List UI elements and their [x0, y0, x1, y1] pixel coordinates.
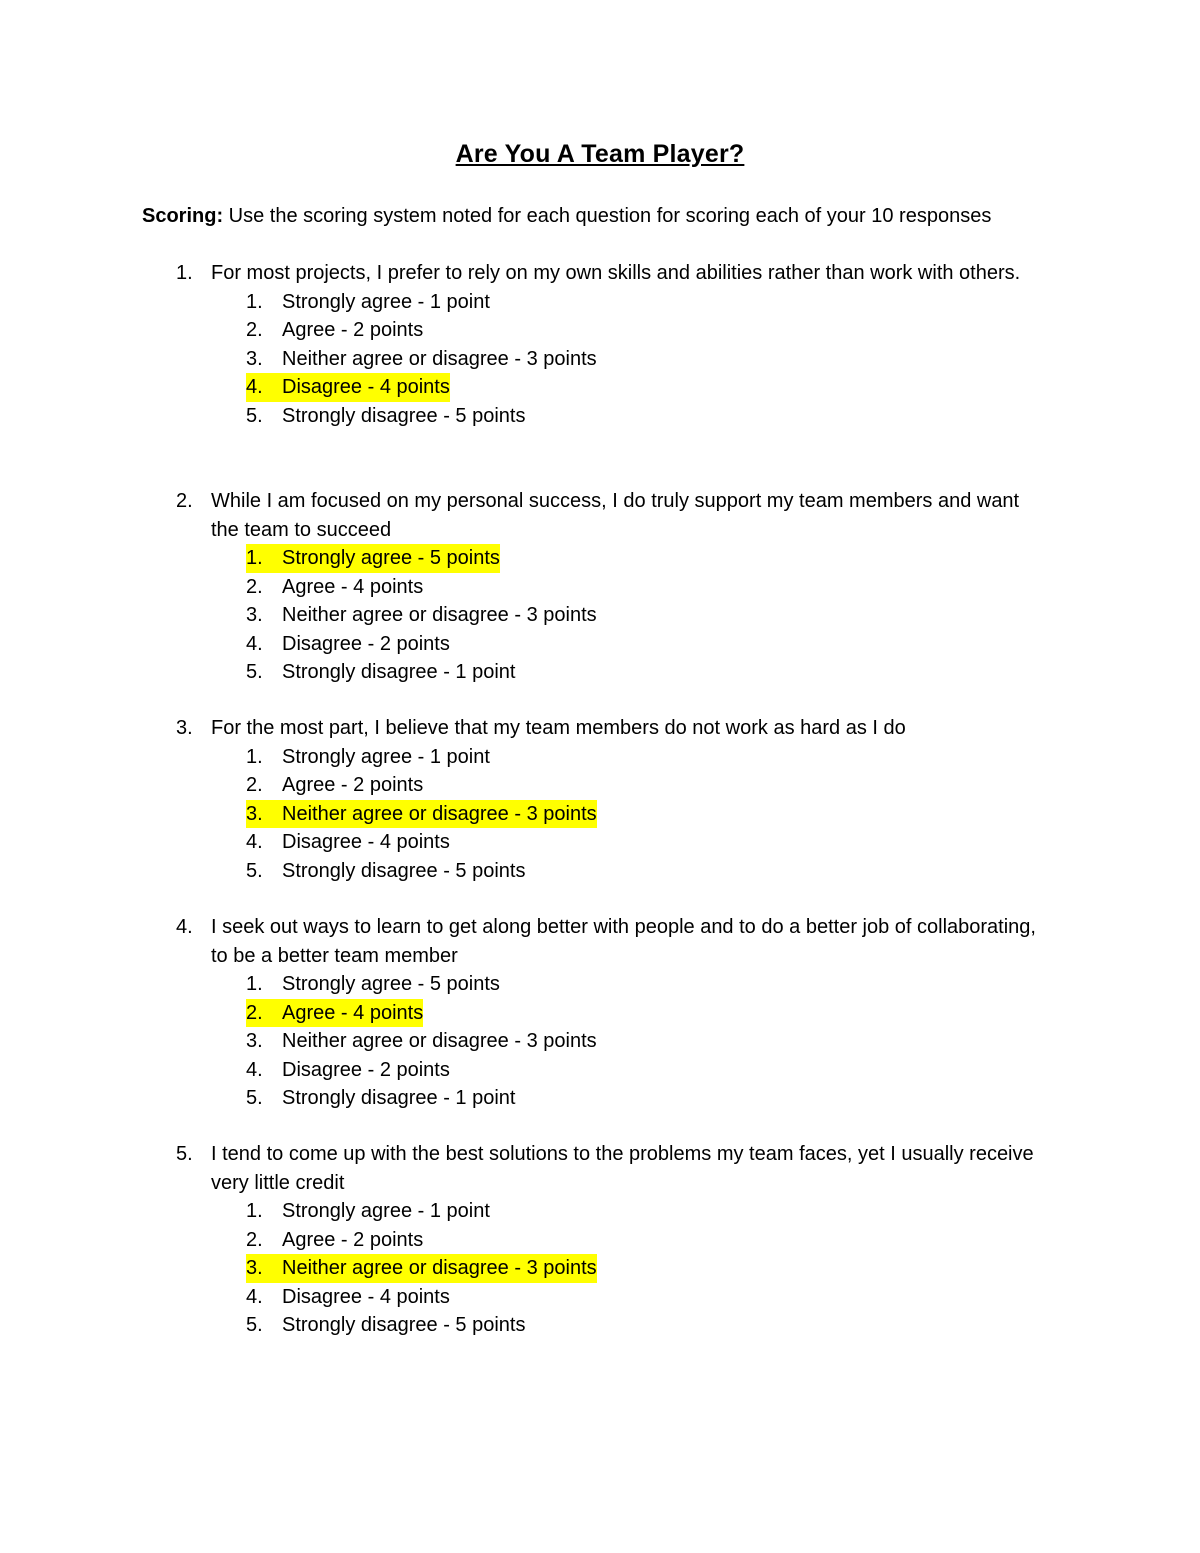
option-text: Disagree - 4 points: [282, 831, 450, 853]
option-item: [0, 373, 1200, 402]
option-text: Agree - 2 points: [282, 319, 424, 341]
option-number: 1.: [246, 290, 263, 313]
option-number: 3.: [246, 604, 263, 626]
option-text: Strongly agree - 1 point: [282, 290, 490, 313]
question-text: I seek out ways to learn to get along better with people and to do a better job of collaborating, to be a better team member: [211, 916, 1036, 967]
option-number: 3.: [246, 1030, 263, 1052]
scoring-text: Use the scoring system noted for each question for scoring each of your 10 responses: [223, 205, 992, 227]
option-item: [0, 771, 1200, 800]
question-number: 5.: [176, 1143, 193, 1165]
option-text: Strongly disagree - 1 point: [282, 1087, 516, 1109]
option-item: [0, 999, 1200, 1028]
option-list: [0, 970, 1200, 1113]
question-number: 2.: [176, 490, 193, 512]
option-item: [0, 1311, 1200, 1340]
option-number: 1.: [246, 547, 263, 569]
option-item: [0, 573, 1200, 602]
option-number: 5.: [246, 404, 263, 427]
option-number: 5.: [246, 859, 263, 882]
option-number: 1.: [246, 1200, 263, 1222]
question-2: [0, 487, 1200, 687]
option-text: Strongly agree - 1 point: [282, 1200, 490, 1222]
option-item: [0, 743, 1200, 772]
option-number: 5.: [246, 1087, 263, 1109]
option-item: [0, 544, 1200, 573]
option-item: [0, 1254, 1200, 1283]
question-4: [0, 913, 1200, 1113]
option-item: [0, 402, 1200, 431]
option-text: Agree - 4 points: [282, 1001, 424, 1024]
option-item: [0, 828, 1200, 857]
option-list: [0, 544, 1200, 687]
option-number: 4.: [246, 1058, 263, 1081]
option-text: Agree - 2 points: [282, 1228, 424, 1251]
option-number: 5.: [246, 1314, 263, 1336]
option-number: 2.: [246, 1001, 263, 1024]
option-text: Disagree - 2 points: [282, 632, 450, 655]
option-number: 4.: [246, 1285, 263, 1308]
option-list: [0, 1197, 1200, 1340]
question-number: 1.: [176, 262, 193, 284]
option-number: 1.: [246, 745, 263, 768]
question-text: For most projects, I prefer to rely on my own skills and abilities rather than work with others.: [211, 262, 1021, 284]
option-text: Disagree - 4 points: [282, 376, 450, 398]
option-item: [0, 1056, 1200, 1085]
option-number: 2.: [246, 319, 263, 341]
option-number: 1.: [246, 973, 263, 995]
option-number: 2.: [246, 1228, 263, 1251]
question-text: I tend to come up with the best solutions to the problems my team faces, yet I usually receive very little credit: [211, 1143, 1034, 1194]
option-number: 3.: [246, 347, 263, 370]
page-title: Are You A Team Player?: [455, 140, 745, 168]
option-text: Strongly disagree - 5 points: [282, 1314, 526, 1336]
scoring-label: Scoring:: [142, 205, 224, 227]
question-1: [0, 259, 1200, 430]
question-5: [0, 1140, 1200, 1340]
option-number: 2.: [246, 575, 263, 598]
option-text: Agree - 4 points: [282, 575, 424, 598]
option-number: 4.: [246, 376, 263, 398]
option-item: [0, 970, 1200, 999]
question-text: While I am focused on my personal success, I do truly support my team members and want the team to succeed: [211, 490, 1020, 541]
option-item: [0, 316, 1200, 345]
option-text: Neither agree or disagree - 3 points: [282, 1257, 597, 1279]
option-item: [0, 601, 1200, 630]
question-number: 4.: [176, 916, 193, 938]
option-list: [0, 288, 1200, 431]
option-text: Strongly agree - 1 point: [282, 745, 490, 768]
option-text: Strongly disagree - 1 point: [282, 661, 516, 683]
option-text: Strongly agree - 5 points: [282, 973, 500, 995]
scoring-instructions: [142, 202, 1142, 230]
option-text: Disagree - 4 points: [282, 1285, 450, 1308]
option-item: [0, 1283, 1200, 1312]
option-item: [0, 658, 1200, 687]
option-item: [0, 1197, 1200, 1226]
option-item: [0, 857, 1200, 886]
option-item: [0, 345, 1200, 374]
option-text: Neither agree or disagree - 3 points: [282, 1030, 597, 1052]
option-item: [0, 1027, 1200, 1056]
option-text: Strongly disagree - 5 points: [282, 404, 526, 427]
option-text: Agree - 2 points: [282, 774, 424, 796]
option-text: Disagree - 2 points: [282, 1058, 450, 1081]
option-number: 2.: [246, 774, 263, 796]
option-text: Neither agree or disagree - 3 points: [282, 802, 597, 825]
option-item: [0, 1226, 1200, 1255]
option-text: Strongly disagree - 5 points: [282, 859, 526, 882]
option-text: Neither agree or disagree - 3 points: [282, 604, 597, 626]
option-number: 4.: [246, 831, 263, 853]
option-number: 3.: [246, 802, 263, 825]
option-item: [0, 800, 1200, 829]
option-item: [0, 288, 1200, 317]
option-item: [0, 630, 1200, 659]
option-number: 3.: [246, 1257, 263, 1279]
option-list: [0, 743, 1200, 886]
option-text: Strongly agree - 5 points: [282, 547, 500, 569]
option-item: [0, 1084, 1200, 1113]
option-number: 5.: [246, 661, 263, 683]
question-3: [0, 714, 1200, 885]
option-text: Neither agree or disagree - 3 points: [282, 347, 597, 370]
option-number: 4.: [246, 632, 263, 655]
question-number: 3.: [176, 717, 193, 739]
question-text: For the most part, I believe that my team members do not work as hard as I do: [211, 717, 906, 739]
